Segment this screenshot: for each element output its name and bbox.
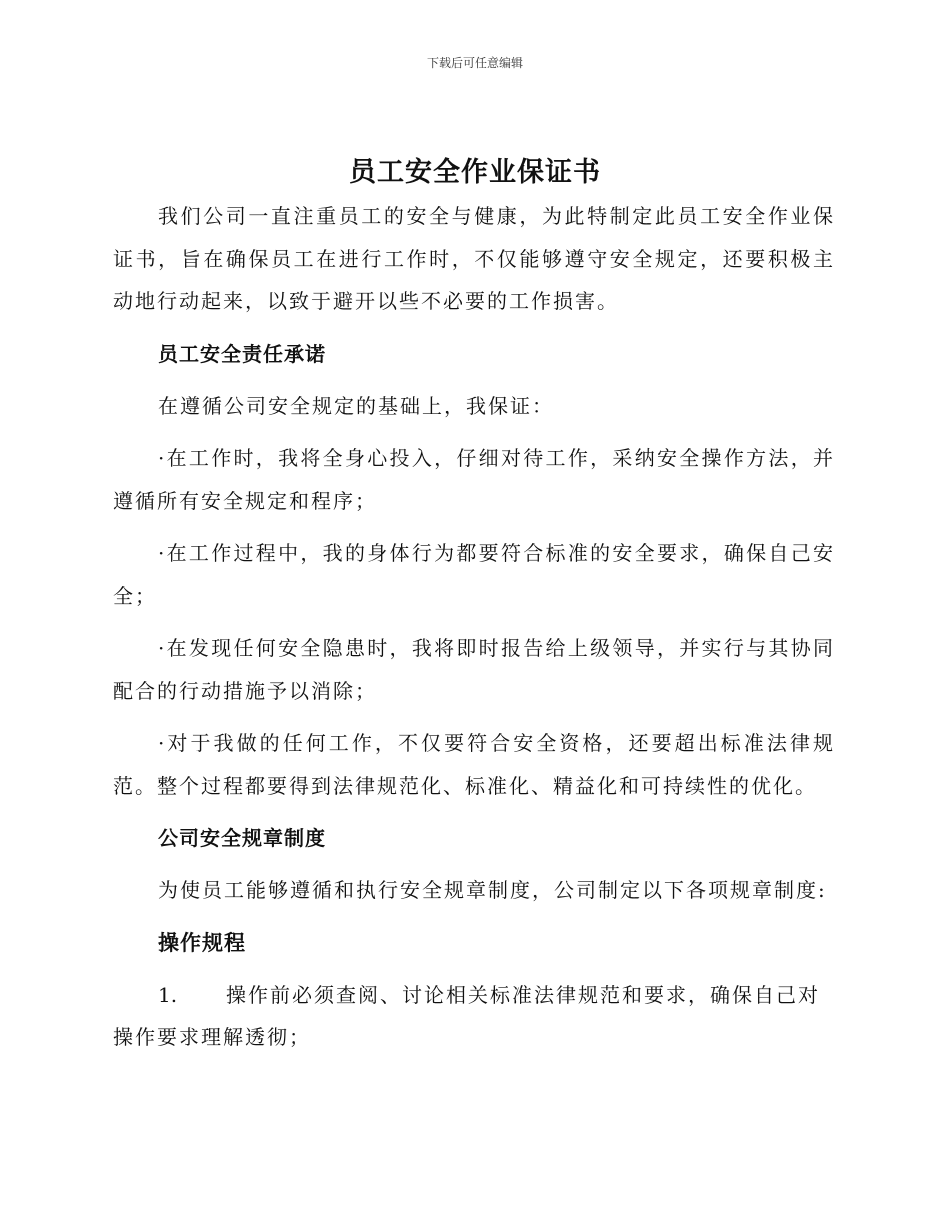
section-heading-responsibility: 员工安全责任承诺 bbox=[158, 341, 326, 366]
commitment-item: ·在发现任何安全隐患时，我将即时报告给上级领导，并实行与其协同配合的行动措施予以消除； bbox=[113, 636, 835, 703]
commitment-item: ·在工作过程中，我的身体行为都要符合标准的安全要求，确保自己安全； bbox=[113, 541, 835, 608]
section-lead-paragraph: 在遵循公司安全规定的基础上，我保证： bbox=[158, 393, 554, 418]
subheading-operating-procedures: 操作规程 bbox=[158, 930, 246, 955]
document-body bbox=[113, 195, 835, 1059]
commitment-item: ·在工作时，我将全身心投入，仔细对待工作，采纳安全操作方法，并遵循所有安全规定和程序； bbox=[113, 446, 835, 513]
rule-number: 1. bbox=[158, 982, 178, 1007]
numbered-rule bbox=[113, 974, 835, 1059]
intro-paragraph: 我们公司一直注重员工的安全与健康，为此特制定此员工安全作业保证书，旨在确保员工在进行工作时，不仅能够遵守安全规定，还要积极主动地行动起来，以致于避开以些不必要的工作损害。 bbox=[113, 204, 835, 313]
commitment-item: ·对于我做的任何工作，不仅要符合安全资格，还要超出标准法律规范。整个过程都要得到法律规范化、标准化、精益化和可持续性的优化。 bbox=[113, 731, 835, 798]
document-title: 员工安全作业保证书 bbox=[349, 157, 601, 188]
rule-text: 操作前必须查阅、讨论相关标准法律规范和要求，确保自己对操作要求理解透彻； bbox=[113, 982, 820, 1049]
header-note: 下载后可任意编辑 bbox=[426, 56, 523, 70]
section-heading-regulations: 公司安全规章制度 bbox=[158, 826, 326, 850]
section-lead-paragraph: 为使员工能够遵循和执行安全规章制度，公司制定以下各项规章制度: bbox=[158, 878, 827, 902]
